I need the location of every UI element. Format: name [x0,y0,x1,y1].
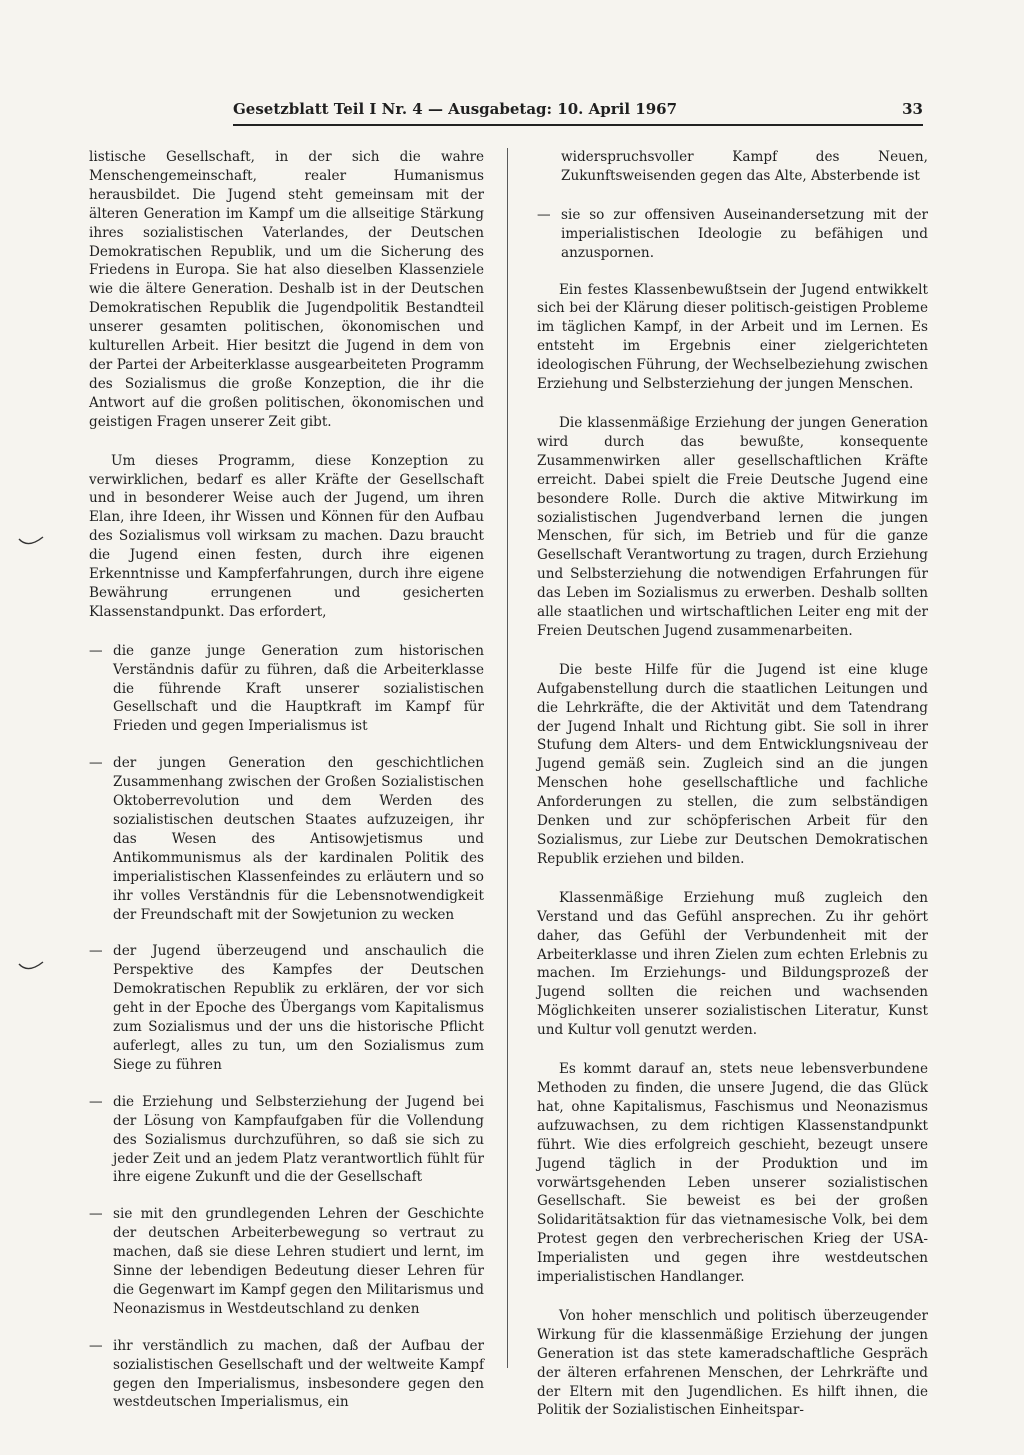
list-item-text: die ganze junge Generation zum historischen Verständnis dafür zu führen, daß die Arbeiterklasse die führende Kraft unserer sozialistischen Gesellschaft und die Hauptkraft im Kampf für Frieden und gegen Imperialismus ist [113,642,484,735]
header-rule [233,124,923,126]
paragraph: Es kommt darauf an, stets neue lebensverbundene Methoden zu finden, die unsere Jugend, die das Glück hat, ohne Kapitalismus, Faschismus und Neonazismus aufzuwachsen, zu dem richtigen Klassenstandpunkt führt. Wie dies erfolgreich geschieht, bezeugt unsere Jugend täglich in der Produktion und im vorwärtsgehenden Leben unserer sozialistischen Gesellschaft. Sie beweist es bei der großen Solidaritätsaktion für das vietnamesische Volk, bei dem Protest gegen den verbrecherischen Krieg der USA-Imperialisten und gegen ihre westdeutschen imperialistischen Handlanger. [537,1061,928,1286]
margin-check-mark-icon [18,960,44,974]
paragraph: listische Gesellschaft, in der sich die wahre Menschengemeinschaft, realer Humanismus herausbildet. Die Jugend steht gemeinsam mit der älteren Generation im Kampf um die allseitige Stärkung ihres sozialistischen Vaterlandes, der Deutschen Demokratischen Republik, und um die Sicherung des Friedens in Europa. Sie hat also dieselben Klassenziele wie die ältere Generation. Deshalb ist in der Deutschen Demokratischen Republik die Jugendpolitik Bestandteil unserer gesamten politischen, ökonomischen und kulturellen Arbeit. Hier besitzt die Jugend in dem von der Partei der Arbeiterklasse ausgearbeiteten Programm des Sozialismus die große Konzeption, die ihr die Antwort auf die großen politischen, ökonomischen und geistigen Fragen unserer Zeit gibt. [89,149,484,430]
list-item-text: der jungen Generation den geschichtlichen Zusammenhang zwischen der Großen Sozialistischen Oktoberrevolution und dem Werden des sozialistischen deutschen Staates aufzuzeigen, ihr das Wesen des Antisowjetismus und Antikommunismus als der kardinalen Politik des imperialistischen Klassenfeindes zu erläutern und so ihr volles Verständnis für die Lebensnotwendigkeit der Freundschaft mit der Sowjetunion zu wecken [113,755,484,923]
dash-bullet: — [89,943,103,960]
list-item [537,206,928,263]
list-item-text: der Jugend überzeugend und anschaulich die Perspektive des Kampfes der Deutschen Demokratischen Republik zu erklären, der vor sich geht in der Epoche des Übergangs vom Kapitalismus zum Sozialismus und der uns die historische Pflicht auferlegt, alles zu tun, um den Sozialismus zum Siege zu führen [113,943,484,1073]
left-column [89,148,484,1430]
page-number: 33 [902,100,923,118]
list-item-text: ihr verständlich zu machen, daß der Aufbau der sozialistischen Gesellschaft und der weltweite Kampf gegen den Imperialismus, insbesondere gegen den westdeutschen Imperialismus, ein [113,1337,484,1411]
list-item-text: die Erziehung und Selbsterziehung der Jugend bei der Lösung von Kampfaufgaben für die Vollendung des Sozialismus durchzuführen, so daß sie sich zu jeder Zeit und an jedem Platz verantwortlich fühlt für ihre eigene Zukunft und die der Gesellschaft [113,1093,484,1186]
margin-check-mark-icon [18,535,44,549]
list-item [89,1093,484,1188]
dash-bullet: — [537,206,551,223]
paragraph: Ein festes Klassenbewußtsein der Jugend entwikkelt sich bei der Klärung dieser politisch-geistigen Probleme im täglichen Kampf, in der Arbeit und im Lernen. Es entsteht im Ergebnis einer zielgerichteten ideologischen Führung, der Wechselbeziehung zwischen Erziehung und Selbsterziehung der jungen Menschen. [537,281,928,393]
right-column [537,148,928,1440]
list-item [89,942,484,1074]
paragraph: Die beste Hilfe für die Jugend ist eine kluge Aufgabenstellung durch die staatlichen Leitungen und die Lehrkräfte, die der Aktivität und dem Tatendrang der Jugend Inhalt und Richtung gibt. Sie soll in ihrer Stufung dem Alters- und dem Entwicklungsniveau der Jugend gemäß sein. Zugleich sind an die jungen Menschen hohe gesellschaftliche und fachliche Anforderungen zu stellen, die zum selbständigen Denken und zur schöpferischen Arbeit für den Sozialismus, zur Liebe zur Deutschen Demokratischen Republik erziehen und bilden. [537,661,928,867]
list-item-text: sie so zur offensiven Auseinandersetzung mit der imperialistischen Ideologie zu befähigen und anzuspornen. [561,206,928,261]
dash-bullet: — [89,642,103,659]
list-item [89,754,484,924]
paragraph: Die klassenmäßige Erziehung der jungen Generation wird durch das bewußte, konsequente Zusammenwirken aller gesellschaftlichen Kräfte erreicht. Dabei spielt die Freie Deutsche Jugend eine besondere Rolle. Durch die aktive Mitwirkung im sozialistischen Jugendverband lernen die jungen Menschen, für sich, im Betrieb und für die ganze Gesellschaft Verantwortung zu tragen, durch Erziehung und Selbsterziehung die notwendigen Erfahrungen für das Leben im Sozialismus zu erwerben. Deshalb sollten alle staatlichen und wirtschaftlichen Leiter eng mit der Freien Deutschen Jugend zusammenarbeiten. [537,414,928,639]
list-item [89,1337,484,1413]
list-item [89,1205,484,1318]
header-title: Gesetzblatt Teil I Nr. 4 — Ausgabetag: 10. April 1967 [233,100,678,118]
dash-bullet: — [89,1206,103,1223]
column-divider [507,148,508,1368]
paragraph: Von hoher menschlich und politisch überzeugender Wirkung für die klassenmäßige Erziehung der jungen Generation ist das stete kameradschaftliche Gespräch der älteren erfahrenen Menschen, der Lehrkräfte und der Eltern mit den Jugendlichen. Es hilft ihnen, die Politik der Sozialistischen Einheitspar- [537,1307,928,1419]
dash-bullet: — [89,755,103,772]
page-header [233,92,923,118]
list-item-text: sie mit den grundlegenden Lehren der Geschichte der deutschen Arbeiterbewegung so vertraut zu machen, daß sie diese Lehren studiert und lernt, im Sinne der lebendigen Bedeutung dieser Lehren für die Gegenwart im Kampf gegen den Militarismus und Neonazismus in Westdeutschland zu denken [113,1206,484,1317]
list-item-continuation: widerspruchsvoller Kampf des Neuen, Zukunftsweisenden gegen das Alte, Absterbende ist [561,149,928,184]
dash-bullet: — [89,1337,103,1354]
dash-bullet: — [89,1093,103,1110]
list-item [89,642,484,737]
paragraph: Klassenmäßige Erziehung muß zugleich den Verstand und das Gefühl ansprechen. Zu ihr gehört daher, das Gefühl der Verbundenheit mit der Arbeiterklasse und ihren Zielen zum echten Erlebnis zu machen. Im Erziehungs- und Bildungsprozeß der Jugend sollten die reichen und wachsenden Möglichkeiten unserer sozialistischen Literatur, Kunst und Kultur voll genutzt werden. [537,889,928,1039]
paragraph: Um dieses Programm, diese Konzeption zu verwirklichen, bedarf es aller Kräfte der Gesellschaft und in besonderer Weise auch der Jugend, um ihren Elan, ihre Ideen, ihr Wissen und Können für den Aufbau des Sozialismus voll wirksam zu machen. Dazu braucht die Jugend einen festen, durch ihre eigenen Erkenntnisse und Kampferfahrungen, durch ihre eigene Bewährung errungenen und gesicherten Klassenstandpunkt. Das erfordert, [89,452,484,620]
